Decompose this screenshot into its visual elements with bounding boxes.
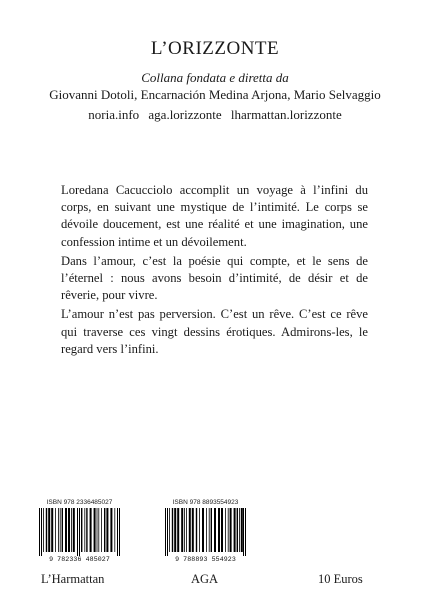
blurb xyxy=(61,182,368,360)
barcode-bars xyxy=(162,508,249,556)
publisher-aga: AGA xyxy=(191,572,219,586)
price: 10 Euros xyxy=(318,572,363,586)
isbn-label: ISBN 978 8893554923 xyxy=(162,498,249,508)
link-harmattan[interactable]: lharmattan.lorizzonte xyxy=(230,107,342,122)
blurb-paragraph-1: Loredana Cacucciolo accomplit un voyage à l’infini du corps, en suivant une mystique de l’intimité. Le corps se dévoile doucement, est une réalité et une imagination, une confession intime et un dévoilement. xyxy=(61,183,368,249)
series-directors: Giovanni Dotoli, Encarnación Medina Arjona, Mario Selvaggio xyxy=(49,87,381,102)
blurb-paragraph-2: Dans l’amour, c’est la poésie qui compte, et le sens de l’éternel : nous avons besoin d’intimité, de désir et de rêverie, pour vivre. xyxy=(61,253,368,303)
link-aga[interactable]: aga.lorizzonte xyxy=(148,107,222,122)
barcode-aga xyxy=(162,498,249,568)
barcode-bars xyxy=(36,508,123,556)
series-title: L’ORIZZONTE xyxy=(150,38,280,59)
barcode-digits: 9 788893 554923 xyxy=(175,556,236,563)
barcode-digits: 9 782336 485027 xyxy=(49,556,110,563)
publisher-harmattan: L’Harmattan xyxy=(41,572,105,586)
isbn-label: ISBN 978 2336485027 xyxy=(36,498,123,508)
barcode-harmattan xyxy=(36,498,123,568)
blurb-paragraph-3: L’amour n’est pas perversion. C’est un rêve. C’est ce rêve qui traverse ces vingt dessins érotiques. Admirons-les, le regard vers l’infini. xyxy=(61,307,368,356)
series-links xyxy=(0,107,430,123)
series-subtitle: Collana fondata e diretta da xyxy=(141,70,289,85)
link-noria[interactable]: noria.info xyxy=(88,107,140,122)
